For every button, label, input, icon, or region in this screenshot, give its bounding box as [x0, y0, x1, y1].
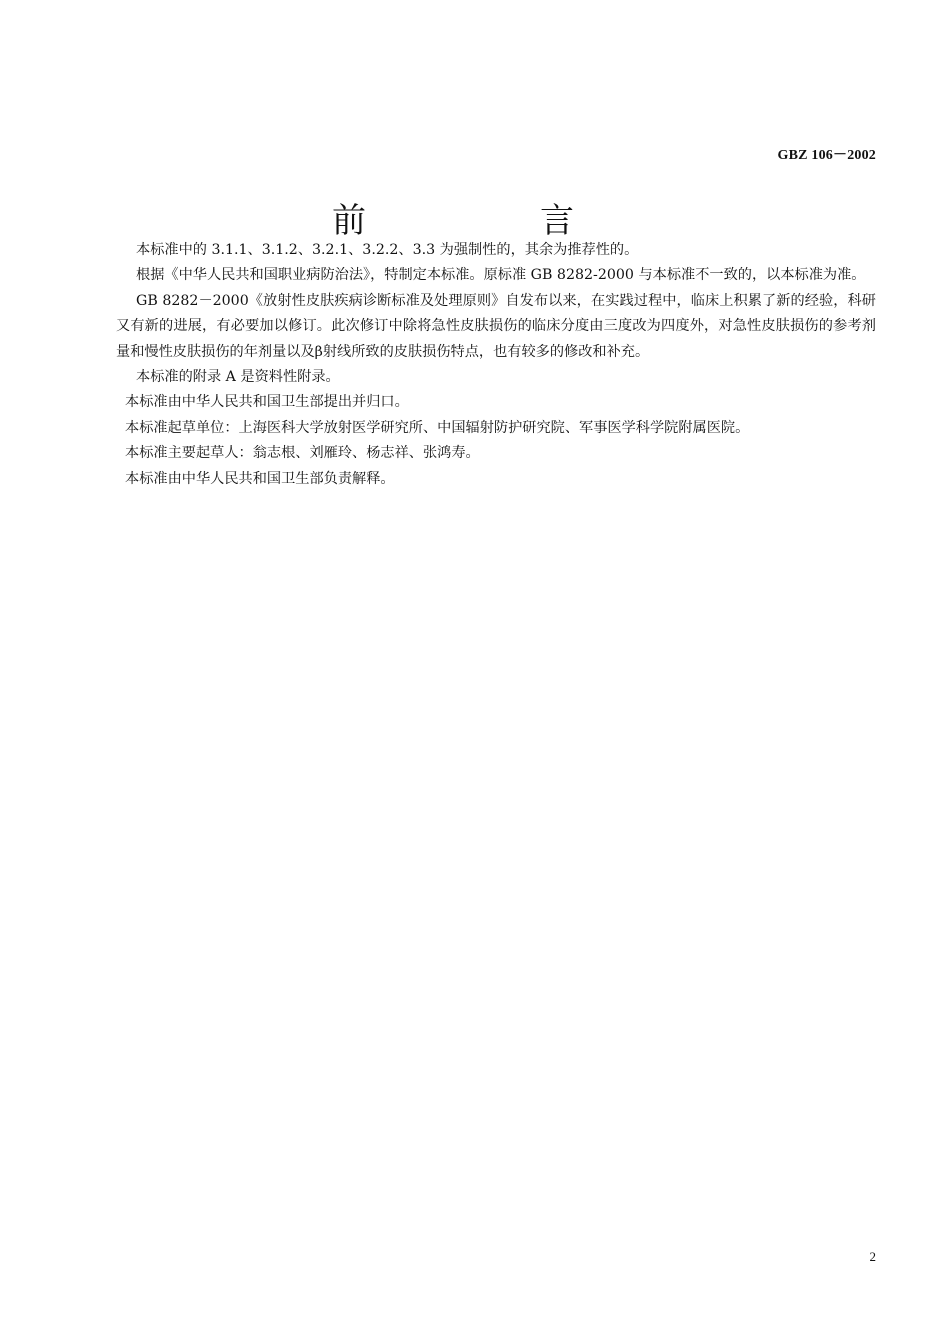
paragraph-appendix: 本标准的附录 A 是资料性附录。 [136, 369, 340, 386]
paragraph-revision-notes: GB 8282－2000《放射性皮肤疾病诊断标准及处理原则》自发布以来，在实践过程中，临床上积累了新的经验，科研又有新的进展，有必要加以修订。此次修订中除将急性皮肤损伤的临床分度由三度改为四度外，对急性皮肤损伤的参考剂量和慢性皮肤损伤的年剂量以及β射线所致的皮肤损伤特点，也有较多的修改和补充。 [116, 292, 876, 360]
paragraph-interpretation: 本标准由中华人民共和国卫生部负责解释。 [125, 470, 395, 487]
paragraph-proposer: 本标准由中华人民共和国卫生部提出并归口。 [125, 394, 409, 411]
paragraph-drafters: 本标准主要起草人：翁志根、刘雁玲、杨志祥、张鸿寿。 [125, 445, 480, 462]
page-title: 前 言 [332, 200, 644, 241]
page-number: 2 [869, 1249, 876, 1264]
paragraph-mandatory-clauses: 本标准中的 3.1.1、3.1.2、3.2.1、3.2.2、3.3 为强制性的，其余为推荐性的。 [136, 242, 639, 258]
paragraph-drafting-units: 本标准起草单位：上海医科大学放射医学研究所、中国辐射防护研究院、军事医学科学院附属医院。 [125, 419, 750, 436]
paragraph-legal-basis: 根据《中华人民共和国职业病防治法》，特制定本标准。原标准 GB 8282-2000 与本标准不一致的，以本标准为准。 [136, 267, 866, 284]
foreword-body [116, 238, 876, 492]
document-code: GBZ 106－2002 [777, 148, 876, 163]
